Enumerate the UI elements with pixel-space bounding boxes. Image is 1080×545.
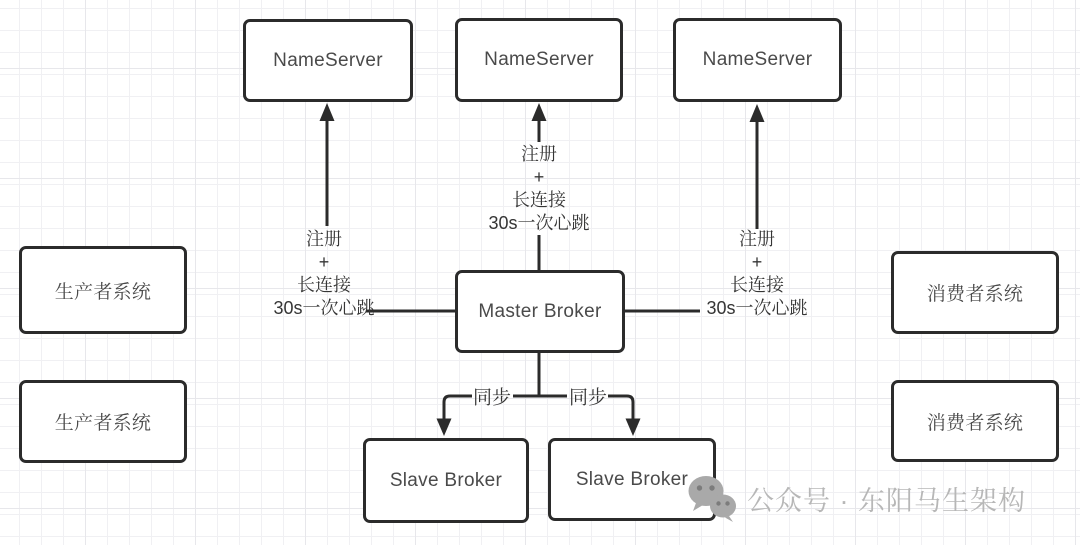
node-nameserver-1	[243, 19, 413, 102]
edge-label-line: +	[751, 252, 763, 272]
edge-label-line: 30s一次心跳	[273, 298, 375, 318]
edge-label-line: 注册	[521, 144, 557, 164]
watermark-text: 公众号 · 东阳马生架构	[747, 485, 1026, 516]
wechat-icon	[687, 474, 737, 522]
node-consumer-system-2	[891, 380, 1059, 462]
arrowhead-up-nameserver-1	[320, 103, 335, 121]
edge-label-line: 长连接	[730, 275, 784, 295]
edge-label-sync-right: 同步	[568, 387, 608, 409]
edge-label-line: 长连接	[297, 275, 351, 295]
node-producer-system-2-label: 生产者系统	[54, 413, 152, 434]
watermark	[687, 474, 1026, 522]
node-master-broker	[455, 270, 625, 353]
node-producer-system-1-label: 生产者系统	[54, 281, 152, 303]
edge-label-line: 长连接	[512, 190, 566, 210]
node-slave-broker-1	[363, 438, 529, 523]
edge-label-register-right	[682, 228, 832, 320]
edge-label-line: +	[318, 252, 330, 272]
node-master-broker-label: Master Broker	[478, 300, 602, 322]
edge-label-line: 注册	[739, 229, 775, 249]
arrowhead-down-slave-1	[437, 419, 452, 437]
edge-sync-right-elbow	[608, 396, 633, 419]
node-nameserver-1-label: NameServer	[273, 49, 383, 71]
edge-label-register-center	[464, 143, 614, 235]
node-nameserver-3	[673, 18, 842, 102]
node-nameserver-3-label: NameServer	[702, 49, 813, 70]
edge-label-line: 30s一次心跳	[706, 298, 808, 318]
node-nameserver-2-label: NameServer	[484, 49, 594, 70]
node-consumer-system-1-label: 消费者系统	[926, 284, 1024, 305]
node-slave-broker-2-label: Slave Broker	[575, 468, 689, 490]
edge-label-sync-left: 同步	[472, 387, 512, 409]
node-slave-broker-1-label: Slave Broker	[389, 469, 503, 491]
edge-label-line: +	[533, 167, 545, 187]
edge-label-line: 30s一次心跳	[488, 213, 590, 233]
arrowhead-up-nameserver-2	[532, 103, 547, 121]
arrowhead-down-slave-2	[626, 419, 641, 437]
node-producer-system-1	[19, 246, 187, 334]
node-consumer-system-2-label: 消费者系统	[926, 412, 1024, 434]
edge-label-register-left	[249, 228, 399, 320]
arrowhead-up-nameserver-3	[750, 104, 765, 122]
node-producer-system-2	[19, 380, 187, 463]
node-nameserver-2	[455, 18, 623, 102]
edge-sync-left-elbow	[444, 396, 472, 419]
edge-label-line: 注册	[306, 229, 342, 249]
node-consumer-system-1	[891, 251, 1059, 334]
